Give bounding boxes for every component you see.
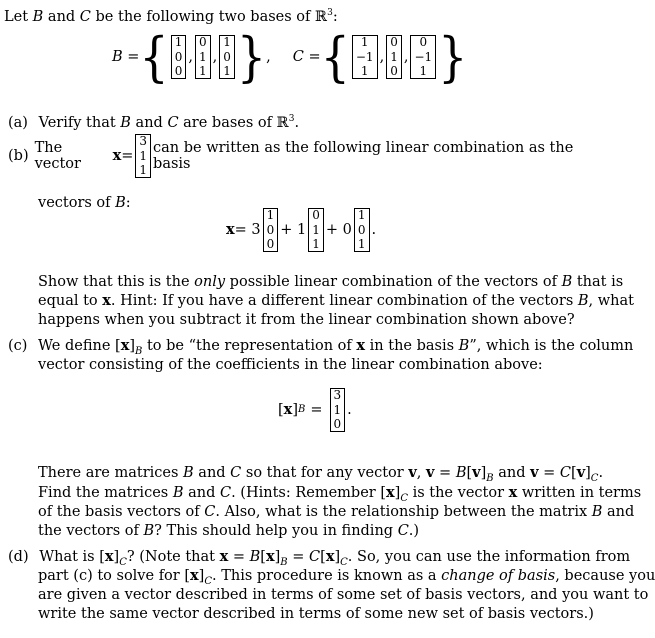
intro-text: Let xyxy=(4,8,33,25)
c-vector-3: 0 −1 1 xyxy=(410,35,436,79)
part-b-line4: equal to x. Hint: If you have a different linear combination of the vectors B, what xyxy=(38,292,634,309)
c-vector-1: 1 −1 1 xyxy=(352,35,378,79)
part-d-line4: write the same vector described in terms of some new set of basis vectors.) xyxy=(38,606,594,622)
part-b-line5: happens when you subtract it from the linear combination shown above? xyxy=(38,312,575,328)
brace-close: } xyxy=(236,25,267,89)
linear-combination: x = 3 1 0 0 + 1 0 1 1 + 0 1 0 1 . xyxy=(226,208,377,251)
intro-line xyxy=(4,4,338,26)
separator: , xyxy=(188,49,193,65)
brace-open: { xyxy=(139,25,169,89)
brace-open: { xyxy=(320,25,350,89)
b-vector-2: 0 1 1 xyxy=(195,35,211,79)
b-vector-3: 1 0 1 xyxy=(219,35,235,79)
bases-display xyxy=(112,25,468,89)
part-c-label: (c) xyxy=(8,338,28,354)
b-vector-1: 1 0 0 xyxy=(171,35,187,79)
part-c-line3: There are matrices B and C so that for any vector v, $v = B[v]_B$ and $v = C[v]_C$. xyxy=(38,464,604,484)
part-b-first-line: (b) The vector x = 3 1 1 can be written as the following linear combination as the basis xyxy=(8,134,574,177)
combo-vector-2: 0 1 1 xyxy=(308,208,324,252)
part-c-line5: of the basis vectors of C. Also, what is the relationship between the matrix B and xyxy=(38,504,635,520)
x-vector: 3 1 1 xyxy=(135,134,151,178)
part-b-line3: Show that this is the only possible linear combination of the vectors of B that is xyxy=(38,274,624,290)
representation-display: [ x ] B = 3 1 0 . xyxy=(278,388,352,431)
separator: , xyxy=(212,49,218,65)
part-c-line2: vector consisting of the coefficients in the linear combination above: xyxy=(38,357,543,373)
intro-text: and xyxy=(43,8,80,25)
separator: , xyxy=(403,49,409,65)
part-c-line4: Find the matrices B and C. (Hints: Remember $[x]_C$ is the vector x written in terms xyxy=(38,484,642,504)
part-d-line2: part (c) to solve for $[x]_C$. This procedure is known as a change of basis, because you xyxy=(38,567,655,587)
part-c-line1: (c) We define $[x]_B$ to be “the representation of x in the basis B”, which is the column xyxy=(8,337,634,357)
part-d-line3: are given a vector described in terms of some set of basis vectors, and you want to xyxy=(38,587,649,603)
part-d-label: (d) xyxy=(8,549,29,565)
part-a-label: (a) xyxy=(8,114,28,131)
basis-c-symbol: C xyxy=(79,8,91,25)
c-label: C = xyxy=(292,49,321,65)
basis-b-symbol: B xyxy=(32,8,44,25)
representation-vector: 3 1 0 xyxy=(330,388,346,432)
separator: , xyxy=(379,49,385,65)
intro-text: be the following two bases of xyxy=(90,8,316,25)
b-label: B = xyxy=(112,49,140,65)
brace-close: } xyxy=(438,25,468,89)
intro-text: : xyxy=(332,8,338,25)
c-vector-2: 0 1 0 xyxy=(386,35,402,79)
combo-vector-1: 1 0 0 xyxy=(263,208,279,252)
part-d-line1: (d) What is $[x]_C$? (Note that $x = B[x]_B = C[x]_C$. So, you can use the information from xyxy=(8,548,631,568)
part-a: (a) Verify that B and C are bases of ℝ$^3$. xyxy=(8,114,300,131)
real-symbol: ℝ xyxy=(315,8,328,25)
part-b-label: (b) xyxy=(8,147,29,164)
part-b-line2: vectors of B: xyxy=(38,195,131,211)
separator: , xyxy=(266,49,271,65)
exponent: 3 xyxy=(327,8,333,18)
combo-vector-3: 1 0 1 xyxy=(354,208,370,252)
part-c-line6: the vectors of B? This should help you in finding C.) xyxy=(38,523,420,539)
